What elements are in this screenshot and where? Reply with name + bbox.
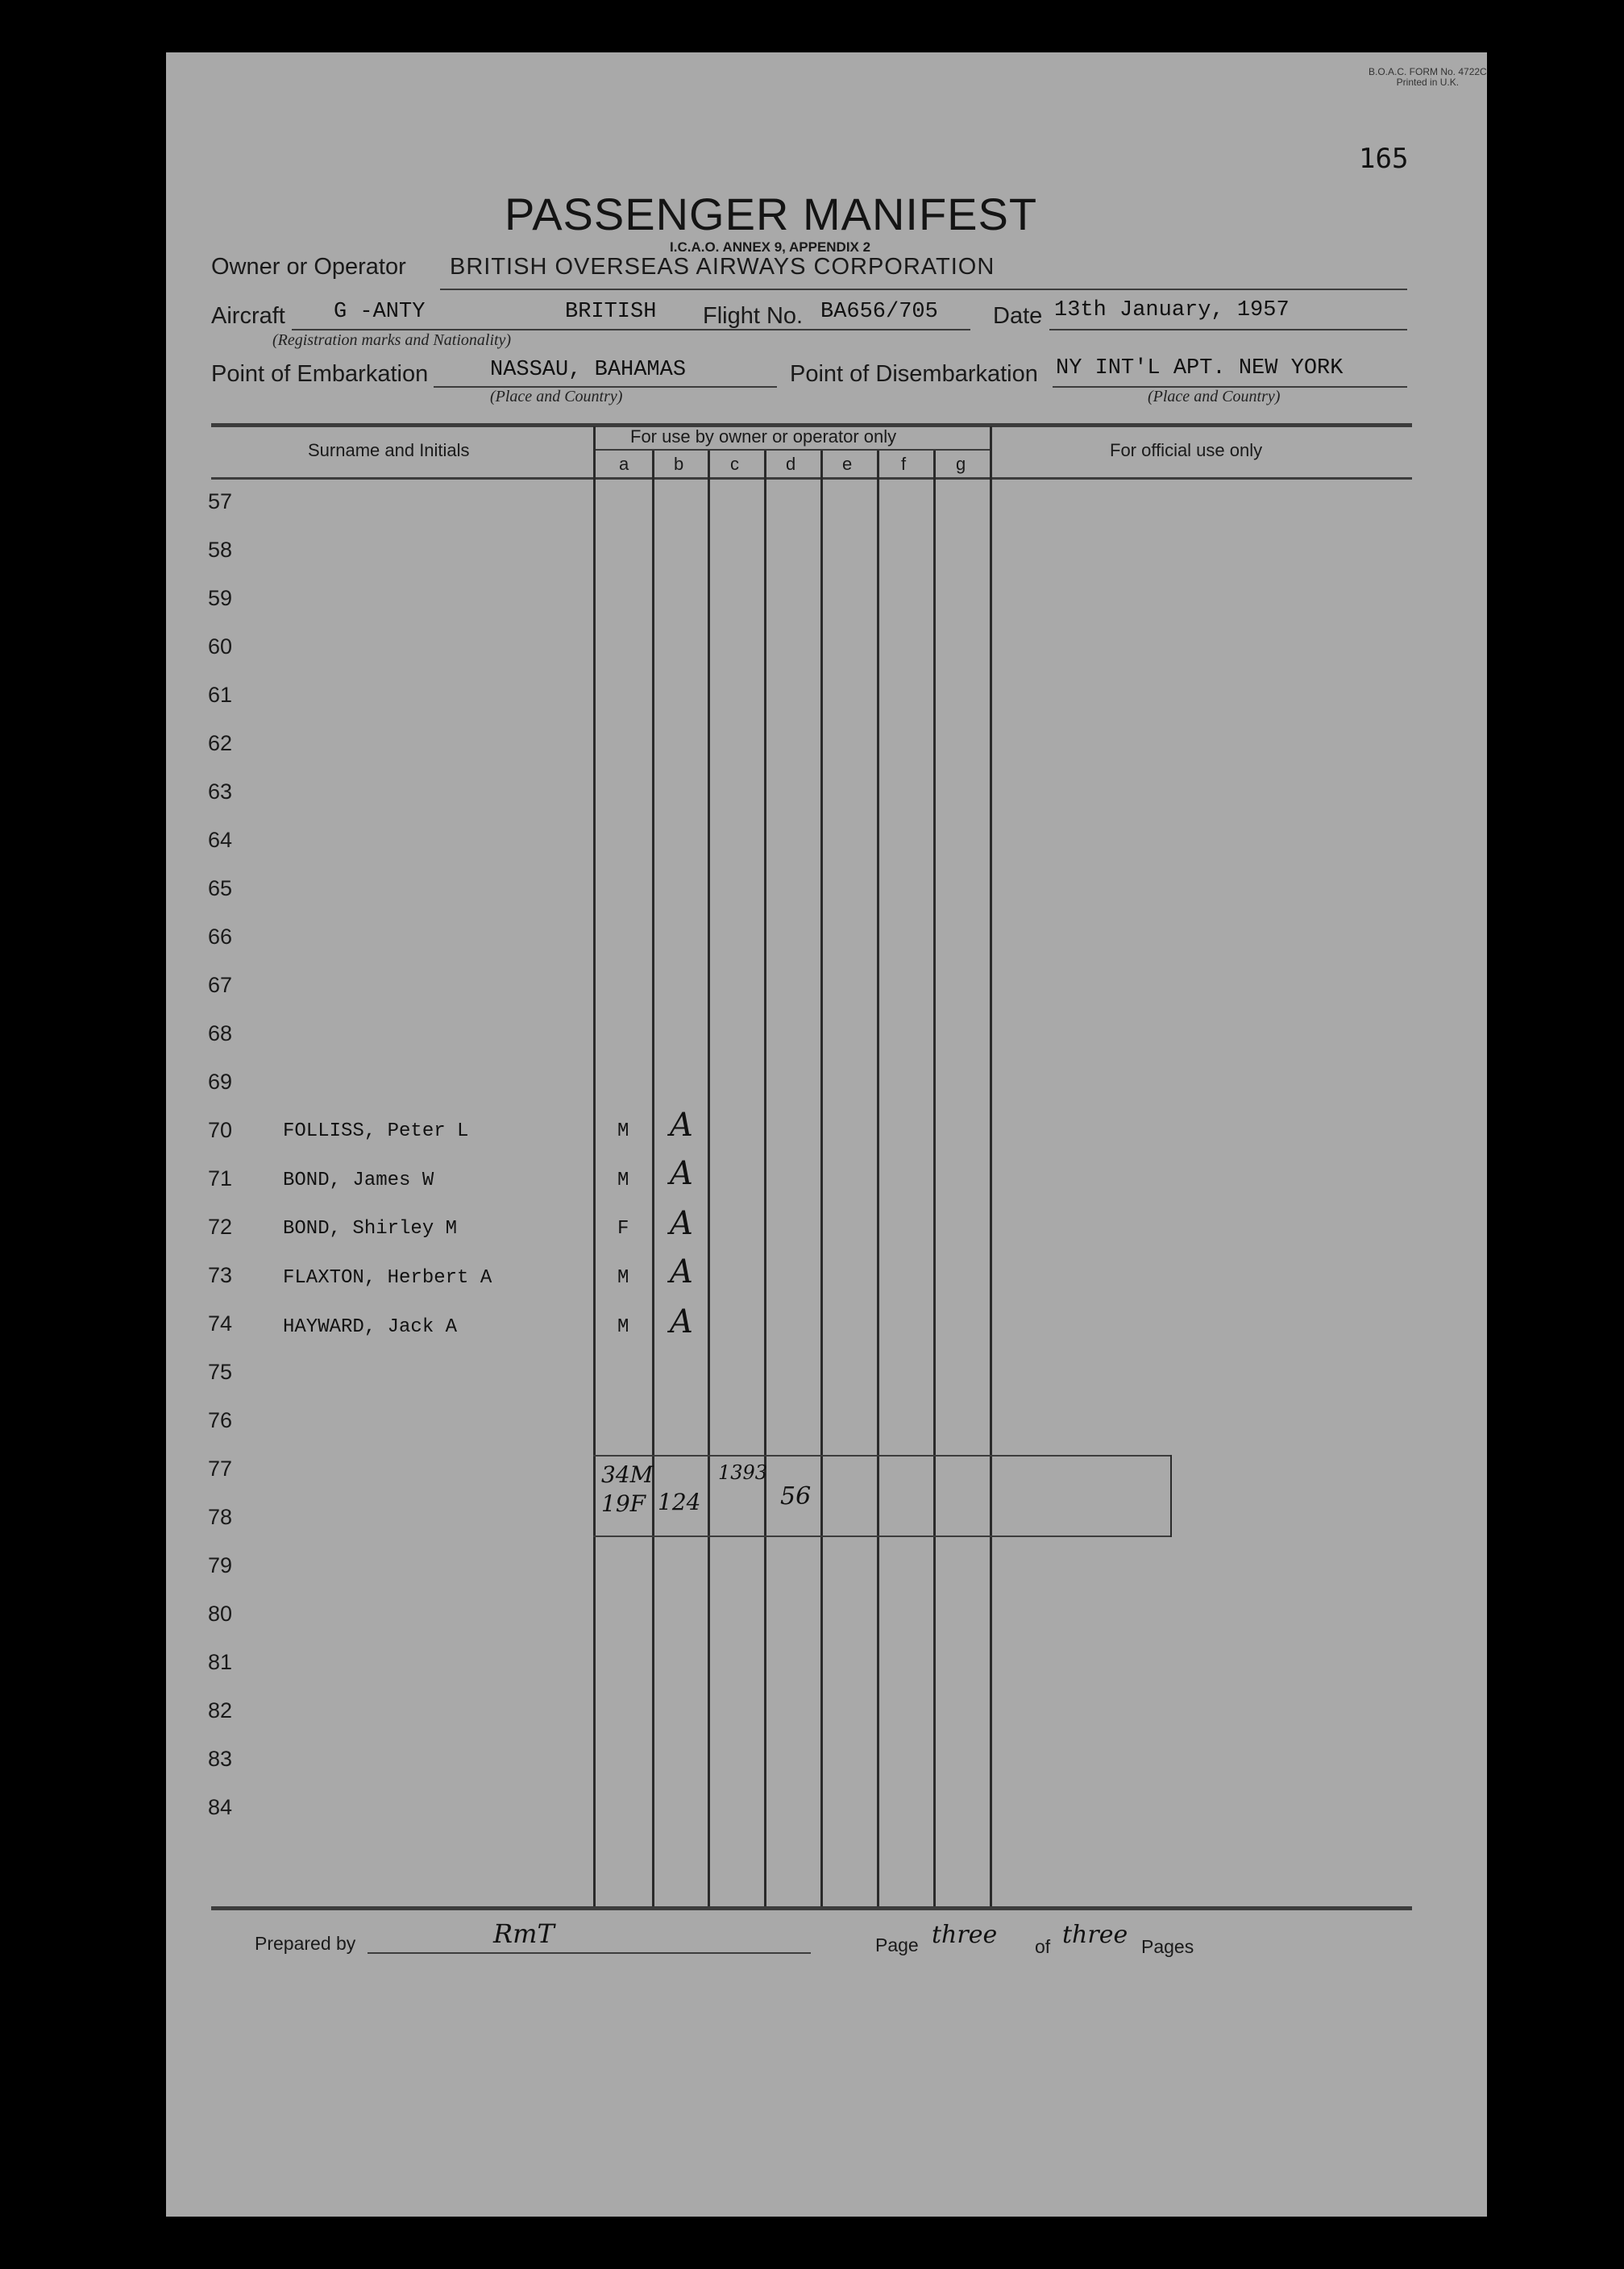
subcol-g: g	[956, 454, 966, 474]
passenger-name: FLAXTON, Herbert A	[283, 1267, 492, 1289]
form-number: B.O.A.C. FORM No. 4722C Printed in U.K.	[1369, 66, 1487, 88]
date-value: 13th January, 1957	[1054, 298, 1290, 322]
row-number: 69	[208, 1070, 233, 1094]
row-number: 73	[208, 1263, 233, 1287]
row-number: 72	[208, 1215, 233, 1239]
row-number: 61	[208, 683, 233, 707]
operator-underline	[440, 289, 1407, 290]
page-value: three	[932, 1921, 998, 1949]
of-label: of	[1035, 1936, 1051, 1957]
passenger-sex: M	[617, 1170, 629, 1191]
col-divider-f	[877, 451, 879, 1908]
total-c: 1393	[718, 1461, 768, 1484]
row-number: 83	[208, 1747, 233, 1771]
passenger-name: HAYWARD, Jack A	[283, 1316, 458, 1338]
row-number: 81	[208, 1650, 233, 1674]
row-number: 71	[208, 1166, 233, 1191]
subcol-c: c	[730, 454, 739, 474]
row-number: 57	[208, 489, 233, 513]
pages-label: Pages	[1141, 1936, 1194, 1957]
total-b: 124	[658, 1489, 701, 1515]
total-d: 56	[780, 1482, 812, 1511]
row-number: 75	[208, 1360, 233, 1384]
row-number: 59	[208, 586, 233, 610]
manifest-sheet	[166, 52, 1487, 2217]
flight-label: Flight No.	[703, 303, 804, 329]
row-number: 67	[208, 973, 233, 997]
row-number: 63	[208, 779, 233, 804]
passenger-sex: M	[617, 1120, 629, 1142]
page-number: 165	[1359, 143, 1409, 175]
prepared-by-label: Prepared by	[255, 1933, 356, 1954]
passenger-sex: M	[617, 1267, 629, 1289]
date-underline	[1049, 329, 1407, 330]
row-number: 78	[208, 1505, 233, 1529]
row-number: 79	[208, 1553, 233, 1577]
date-label: Date	[993, 303, 1043, 329]
col-divider-official	[990, 426, 992, 1908]
passenger-sex: M	[617, 1316, 629, 1338]
passenger-status: A	[670, 1155, 693, 1192]
embarkation-value: NASSAU, BAHAMAS	[490, 358, 687, 382]
col-divider-d	[764, 451, 766, 1908]
row-number: 68	[208, 1021, 233, 1045]
row-number: 76	[208, 1408, 233, 1432]
passenger-status: A	[670, 1107, 693, 1144]
col-name-header: Surname and Initials	[308, 440, 470, 460]
col-divider-c	[708, 451, 710, 1908]
prepared-by-underline	[368, 1952, 811, 1954]
subcol-f: f	[901, 454, 907, 474]
col-divider-a	[593, 426, 596, 1908]
col-divider-g	[933, 451, 936, 1908]
operator-label: Owner or Operator	[211, 254, 406, 280]
passenger-status: A	[670, 1253, 693, 1290]
row-number: 65	[208, 876, 233, 900]
passenger-status: A	[670, 1303, 693, 1340]
subcol-b: b	[674, 454, 684, 474]
table-header-rule	[211, 477, 1412, 480]
subcol-a: a	[619, 454, 629, 474]
totals-right-rule	[1170, 1455, 1172, 1537]
row-number: 77	[208, 1457, 233, 1481]
operator-value: BRITISH OVERSEAS AIRWAYS CORPORATION	[450, 254, 995, 280]
row-number: 60	[208, 634, 233, 659]
subcol-e: e	[842, 454, 853, 474]
col-divider-b	[652, 451, 654, 1908]
total-female: 19F	[601, 1490, 646, 1517]
col-owner-header: For use by owner or operator only	[630, 426, 897, 447]
row-number: 70	[208, 1118, 233, 1142]
totals-bottom-rule	[593, 1536, 1172, 1537]
total-male: 34M	[601, 1461, 654, 1488]
page-label: Page	[875, 1934, 919, 1955]
row-number: 64	[208, 828, 233, 852]
passenger-name: BOND, Shirley M	[283, 1218, 458, 1240]
aircraft-note: (Registration marks and Nationality)	[272, 331, 512, 349]
row-number: 82	[208, 1698, 233, 1723]
row-number: 74	[208, 1311, 233, 1336]
col-divider-e	[820, 451, 823, 1908]
row-number: 66	[208, 925, 233, 949]
flight-underline	[817, 329, 970, 330]
flight-value: BA656/705	[820, 300, 938, 324]
passenger-name: BOND, James W	[283, 1170, 434, 1191]
row-number: 58	[208, 538, 233, 562]
passenger-name: FOLLISS, Peter L	[283, 1120, 469, 1142]
disembarkation-label: Point of Disembarkation	[790, 361, 1038, 387]
row-number: 80	[208, 1602, 233, 1626]
embarkation-label: Point of Embarkation	[211, 361, 429, 387]
disembarkation-note: (Place and Country)	[1148, 388, 1281, 405]
table-bottom-rule	[211, 1906, 1412, 1910]
embarkation-note: (Place and Country)	[490, 388, 623, 405]
document-title: PASSENGER MANIFEST	[505, 189, 1038, 239]
totals-top-rule	[593, 1455, 1172, 1457]
row-number: 62	[208, 731, 233, 755]
nationality-value: BRITISH	[565, 300, 657, 324]
row-number: 84	[208, 1795, 233, 1819]
passenger-status: A	[670, 1205, 693, 1242]
disembarkation-value: NY INT'L APT. NEW YORK	[1056, 356, 1344, 380]
subcol-d: d	[786, 454, 796, 474]
prepared-by-value: RmT	[493, 1918, 554, 1949]
aircraft-label: Aircraft	[211, 303, 285, 329]
of-value: three	[1062, 1921, 1128, 1949]
registration-value: G -ANTY	[334, 300, 426, 324]
col-official-header: For official use only	[1110, 440, 1263, 460]
document-subtitle: I.C.A.O. ANNEX 9, APPENDIX 2	[670, 239, 871, 255]
passenger-sex: F	[617, 1218, 629, 1240]
